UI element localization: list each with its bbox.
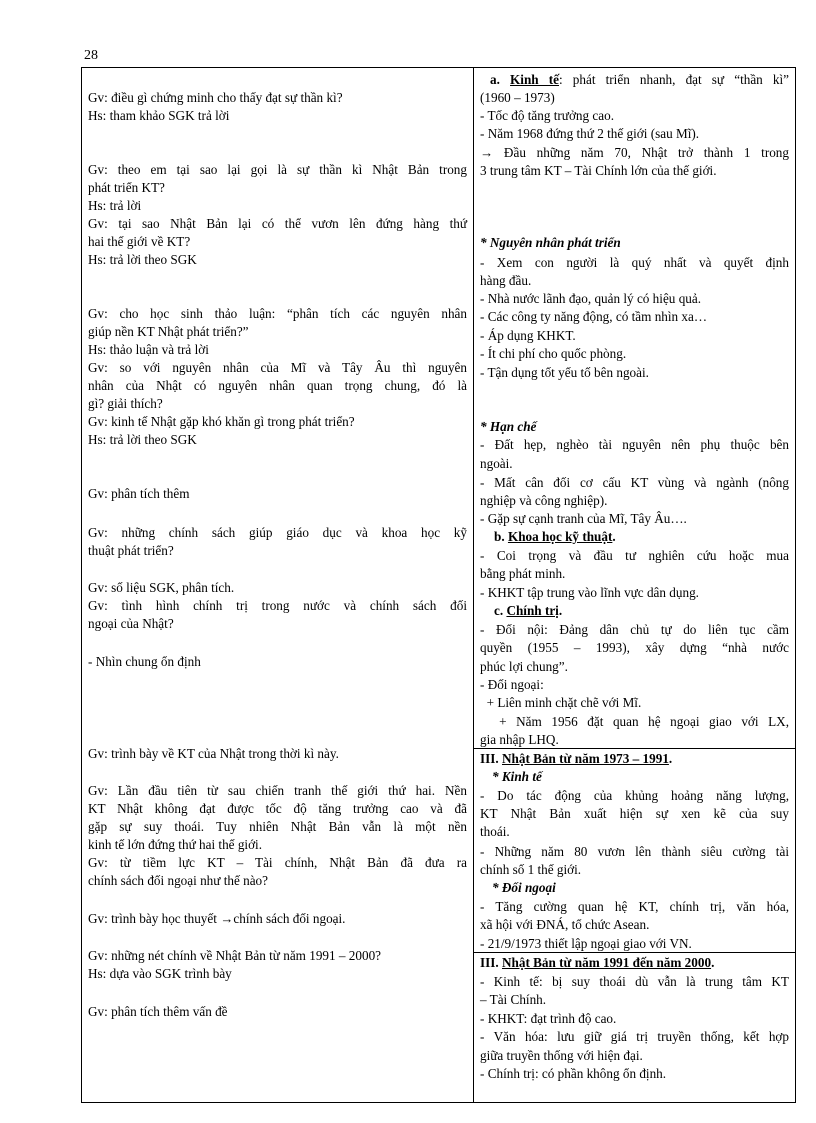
section-c-item: - Đối nội: Đảng dân chủ tự do liên tục cầm (480, 622, 789, 637)
left-line: - Nhìn chung ổn định (88, 654, 201, 669)
limits-item: - Đất hẹp, nghèo tài nguyên nên phụ thuộc bên (480, 437, 789, 452)
left-line: Gv: số liệu SGK, phân tích. (88, 580, 235, 595)
causes-item: - Ít chi phí cho quốc phòng. (480, 346, 627, 361)
causes-item: hàng đầu. (480, 273, 532, 288)
left-line: gặp sự suy thoái. Tuy nhiên Nhật Bản vẫn là một nền (88, 819, 467, 834)
left-line: KT Nhật không đạt được tốc độ tăng trưởng cao và đã (88, 801, 467, 816)
section-4-label: III. (480, 955, 502, 970)
section-b-item: - Coi trọng và đầu tư nghiên cứu hoặc mua (480, 548, 789, 563)
section-c-item: gia nhập LHQ. (480, 732, 559, 747)
section-b-item: bằng phát minh. (480, 566, 566, 581)
limits-item: - Gặp sự cạnh tranh của Mĩ, Tây Âu…. (480, 511, 687, 526)
section-a-item: - Tốc độ tăng trưởng cao. (480, 108, 614, 123)
section-c-heading (480, 602, 562, 619)
section-3-foreign-item: - Tăng cường quan hệ KT, chính trị, văn hóa, (480, 899, 789, 914)
left-line: Gv: phân tích thêm vấn đề (88, 1004, 228, 1019)
section-4-item: - KHKT: đạt trình độ cao. (480, 1011, 617, 1026)
left-line: Gv: điều gì chứng minh cho thấy đạt sự thần kì? (88, 90, 343, 105)
section-4-item: – Tài Chính. (480, 992, 547, 1007)
section-3-heading (480, 750, 672, 767)
left-line: Gv: từ tiềm lực KT – Tài chính, Nhật Bản đã đưa ra (88, 855, 467, 870)
section-4-item: - Văn hóa: lưu giữ giá trị truyền thống, kết hợp (480, 1029, 789, 1044)
left-line: chính sách đối ngoại như thế nào? (88, 873, 269, 888)
section-4-tail: . (711, 955, 715, 970)
left-line: hai thế giới về KT? (88, 234, 191, 249)
causes-item: - Các công ty năng động, có tầm nhìn xa… (480, 309, 708, 324)
left-line: Gv: Lần đầu tiên từ sau chiến tranh thế giới thứ hai. Nền (88, 783, 467, 798)
section-a-rest: : phát triển nhanh, đạt sự “thần kì” (559, 72, 790, 87)
row-separator (473, 952, 796, 953)
section-3-econ-item: chính số 1 thế giới. (480, 862, 582, 877)
causes-item: - Áp dụng KHKT. (480, 328, 576, 343)
section-4-item: - Kinh tế: bị suy thoái dù vẫn là trung tâm KT (480, 974, 789, 989)
left-line: Gv: theo em tại sao lại gọi là sự thần kì Nhật Bản trong (88, 162, 467, 177)
section-b-tail: . (612, 529, 616, 544)
section-c-tail: . (558, 603, 563, 618)
section-c-item: quyền (1955 – 1993), xây dựng “nhà nước (480, 640, 789, 655)
section-4-item: - Chính trị: có phần không ổn định. (480, 1066, 667, 1081)
left-line: Gv: kinh tế Nhật gặp khó khăn gì trong phát triển? (88, 414, 355, 429)
section-3-econ-item: KT Nhật Bản xuất hiện sự xen kẽ của suy (480, 806, 789, 821)
left-line: giúp nền KT Nhật phát triển?” (88, 324, 249, 339)
left-line: thuật phát triển? (88, 543, 174, 558)
section-c-item: - Đối ngoại: (480, 677, 544, 692)
section-3-econ-item: thoái. (480, 824, 510, 839)
section-c-item: + Năm 1956 đặt quan hệ ngoại giao với LX, (480, 714, 789, 729)
section-4-heading (480, 954, 714, 971)
section-a-title: Kinh tế (510, 72, 559, 87)
left-line: Hs: trả lời theo SGK (88, 432, 197, 447)
left-line: Gv: trình bày học thuyết →chính sách đối ngoại. (88, 911, 346, 926)
left-line: Gv: so với nguyên nhân của Mĩ và Tây Âu thì nguyên (88, 360, 467, 375)
section-3-foreign-title: * Đối ngoại (492, 880, 556, 895)
section-a-heading (480, 71, 789, 88)
left-line: Gv: phân tích thêm (88, 486, 190, 501)
section-4-title: Nhật Bản từ năm 1991 đến năm 2000 (502, 955, 712, 970)
page-number: 28 (84, 48, 98, 63)
left-line: Gv: những chính sách giúp giáo dục và khoa học kỹ (88, 525, 467, 540)
lesson-table (81, 67, 796, 1103)
left-line: Hs: trả lời theo SGK (88, 252, 197, 267)
left-line: Gv: tại sao Nhật Bản lại có thể vươn lên đứng hàng thứ (88, 216, 467, 231)
limits-title: * Hạn chế (480, 419, 537, 434)
column-divider (473, 68, 474, 1102)
section-c-item: + Liên minh chặt chẽ với Mĩ. (480, 695, 642, 710)
section-3-tail: . (668, 751, 673, 766)
section-a-item: → Đầu những năm 70, Nhật trở thành 1 trong (480, 145, 789, 160)
limits-item: - Mất cân đối cơ cấu KT vùng và ngành (nông (480, 475, 789, 490)
section-3-foreign-item: xã hội với ĐNÁ, tổ chức Asean. (480, 917, 650, 932)
section-a-label: a. (490, 72, 511, 87)
limits-item: nghiệp và công nghiệp). (480, 493, 608, 508)
section-b-item: - KHKT tập trung vào lĩnh vực dân dụng. (480, 585, 699, 600)
left-line: Hs: thảo luận và trả lời (88, 342, 209, 357)
left-line: Hs: dựa vào SGK trình bày (88, 966, 232, 981)
causes-item: - Xem con người là quý nhất và quyết định (480, 255, 789, 270)
left-line: Gv: tình hình chính trị trong nước và chính sách đối (88, 598, 467, 613)
left-line: gì? giải thích? (88, 396, 163, 411)
section-c-item: phúc lợi chung”. (480, 659, 568, 674)
section-4-item: giữa truyền thống với hiện đại. (480, 1048, 643, 1063)
limits-item: ngoài. (480, 456, 513, 471)
section-a-line: (1960 – 1973) (480, 90, 555, 105)
section-3-econ-item: - Do tác động của khủng hoảng năng lượng, (480, 788, 789, 803)
section-b-heading (480, 528, 616, 545)
section-3-foreign-item: - 21/9/1973 thiết lập ngoại giao với VN. (480, 936, 692, 951)
section-3-econ-item: - Những năm 80 vươn lên thành siêu cường tài (480, 844, 789, 859)
section-c-title: Chính trị (506, 603, 559, 618)
left-line: Gv: cho học sinh thảo luận: “phân tích các nguyên nhân (88, 306, 467, 321)
section-b-title: Khoa học kỹ thuật (507, 529, 613, 544)
left-line: Hs: tham khảo SGK trả lời (88, 108, 230, 123)
section-3-econ-title: * Kinh tế (492, 769, 542, 784)
section-3-title: Nhật Bản từ năm 1973 – 1991 (502, 751, 669, 766)
causes-item: - Tận dụng tốt yếu tố bên ngoài. (480, 365, 649, 380)
left-line: phát triển KT? (88, 180, 165, 195)
section-b-label: b. (494, 529, 508, 544)
section-a-item: - Năm 1968 đứng thứ 2 thế giới (sau Mĩ). (480, 126, 700, 141)
left-line: kinh tế lớn đứng thứ hai thế giới. (88, 837, 263, 852)
left-line: nhân của Nhật có nguyên nhân quan trọng chung, đó là (88, 378, 467, 393)
section-a-item: 3 trung tâm KT – Tài Chính lớn của thế giới. (480, 163, 717, 178)
causes-item: - Nhà nước lãnh đạo, quản lý có hiệu quả. (480, 291, 702, 306)
left-line: Hs: trả lời (88, 198, 142, 213)
row-separator (473, 748, 796, 749)
causes-title: * Nguyên nhân phát triển (480, 235, 621, 250)
section-3-label: III. (480, 751, 502, 766)
section-c-label: c. (494, 603, 507, 618)
left-line: Gv: những nét chính về Nhật Bản từ năm 1991 – 2000? (88, 948, 382, 963)
left-line: ngoại của Nhật? (88, 616, 174, 631)
left-line: Gv: trình bày về KT của Nhật trong thời kì này. (88, 746, 339, 761)
